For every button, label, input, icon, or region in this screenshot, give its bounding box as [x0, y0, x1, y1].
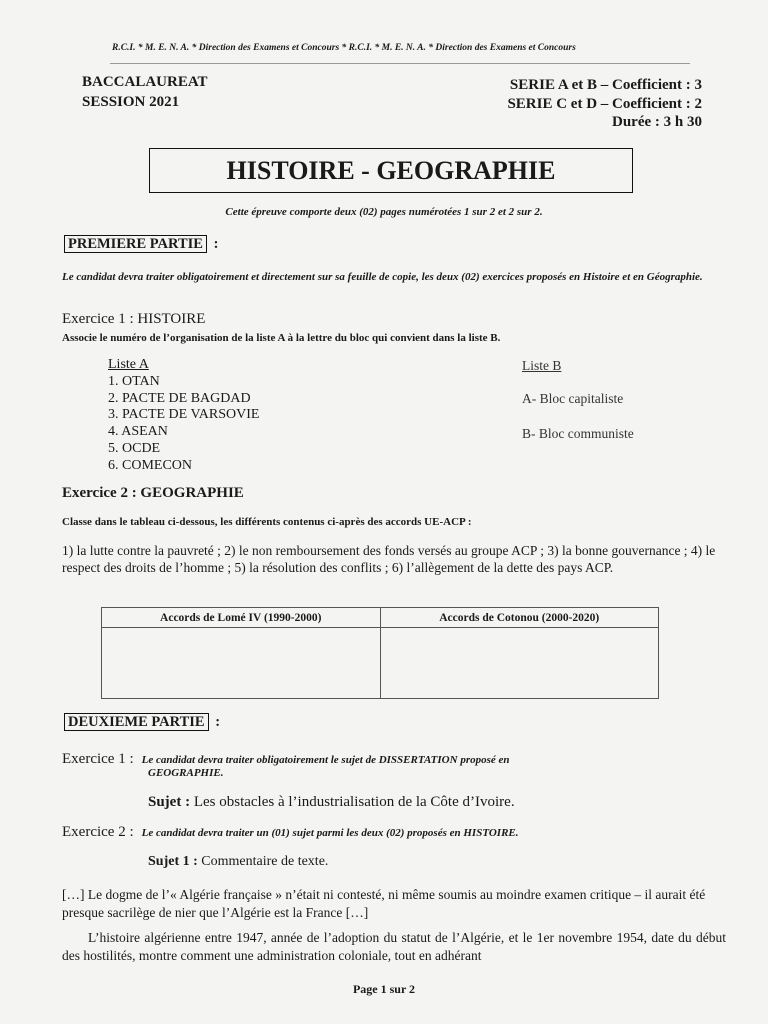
- part2-colon: :: [215, 714, 221, 730]
- list-b-item: B- Bloc communiste: [522, 426, 634, 441]
- ex2-geography-title: Exercice 2 : GEOGRAPHIE: [62, 485, 244, 501]
- exam-session: SESSION 2021: [82, 94, 180, 110]
- exam-title: [149, 148, 633, 193]
- table-cell-lome: [102, 628, 381, 699]
- quote-paragraph-1: […] Le dogme de l’« Algérie française » n’était ni contesté, ni même soumis au moindre examen critique – il aurait été presque sacrilège de nier que l’Algérie est la France […]: [62, 887, 706, 920]
- part2-ex1-instruction-cont: GEOGRAPHIE.: [148, 767, 224, 779]
- part2-ex2-sujet: [148, 854, 328, 870]
- page-footer: Page 1 sur 2: [352, 982, 416, 996]
- table-cell-cotonou: [380, 628, 659, 699]
- header-left: [82, 72, 208, 112]
- table-header-lome: Accords de Lomé IV (1990-2000): [102, 608, 381, 628]
- sujet-text: Les obstacles à l’industrialisation de la Côte d’Ivoire.: [193, 794, 515, 810]
- list-a-item: 1. OTAN: [108, 373, 160, 389]
- part2-ex2-line: [62, 823, 519, 841]
- sujet-label: Sujet :: [148, 794, 191, 810]
- exam-name: BACCALAUREAT: [82, 74, 208, 90]
- sujet1-label: Sujet 1 :: [148, 854, 198, 869]
- part2-label: DEUXIEME PARTIE: [64, 713, 209, 731]
- part2-ex1-sujet: [148, 794, 515, 811]
- part2-ex1-line: [62, 750, 510, 768]
- list-a-item: 2. PACTE DE BAGDAD: [108, 390, 251, 406]
- list-a: [108, 357, 259, 475]
- part2-ex2-instruction: Le candidat devra traiter un (01) sujet parmi les deux (02) proposés en HISTOIRE.: [141, 827, 519, 839]
- list-a-item: 6. COMECON: [108, 457, 193, 473]
- part1-label: PREMIERE PARTIE: [64, 235, 207, 253]
- part2-heading: [64, 714, 220, 731]
- part2-ex2-label: Exercice 2 :: [62, 824, 134, 840]
- header-top-line: R.C.I. * M. E. N. A. * Direction des Examens et Concours * R.C.I. * M. E. N. A. * Direction des Examens et Concours: [112, 43, 576, 53]
- header-right: [507, 76, 702, 132]
- part2-ex1-label: Exercice 1 :: [62, 751, 134, 767]
- list-a-item: 3. PACTE DE VARSOVIE: [108, 407, 260, 423]
- quote-paragraph-2: L’histoire algérienne entre 1947, année de l’adoption du statut de l’Algérie, et le 1er novembre 1954, date du début des hostilités, montre comment une administration coloniale, tout en adhérant: [62, 930, 726, 963]
- sujet1-text: Commentaire de texte.: [201, 854, 329, 869]
- list-a-item: 4. ASEAN: [108, 424, 168, 440]
- pages-note: Cette épreuve comporte deux (02) pages numérotées 1 sur 2 et 2 sur 2.: [225, 206, 543, 218]
- list-b-heading: Liste B: [522, 358, 562, 373]
- part1-colon: :: [213, 236, 219, 252]
- ex1-history-subtitle: Associe le numéro de l’organisation de la liste A à la lettre du bloc qui convient dans la liste B.: [62, 332, 501, 344]
- ex2-items: 1) la lutte contre la pauvreté ; 2) le non remboursement des fonds versés au groupe ACP ; 3) la bonne gouvernance ; 4) le respect des droits de l’homme ; 5) la résolution des conflits ; 6) l’allègement de la dette des pays ACP.: [62, 543, 716, 575]
- part2-ex1-instruction: Le candidat devra traiter obligatoirement le sujet de DISSERTATION proposé en: [141, 754, 510, 766]
- exam-title-text: HISTOIRE - GEOGRAPHIE: [226, 155, 556, 185]
- list-a-heading: Liste A: [108, 357, 149, 372]
- list-b-item: A- Bloc capitaliste: [522, 391, 624, 406]
- list-a-item: 5. OCDE: [108, 440, 161, 456]
- exam-duration: Durée : 3 h 30: [612, 114, 702, 130]
- part1-heading: [64, 236, 218, 253]
- ex1-history-title: Exercice 1 : HISTOIRE: [62, 311, 206, 327]
- part1-instruction: Le candidat devra traiter obligatoirement et directement sur sa feuille de copie, les deux (02) exercices proposés en Histoire et en Géographie.: [62, 271, 703, 283]
- header-rule: [110, 63, 690, 64]
- accords-table: [101, 607, 659, 699]
- table-header-cotonou: Accords de Cotonou (2000-2020): [380, 608, 659, 628]
- ex2-geography-subtitle: Classe dans le tableau ci-dessous, les différents contenus ci-après des accords UE-ACP :: [62, 516, 472, 528]
- series-ab-coefficient: SERIE A et B – Coefficient : 3: [509, 77, 702, 93]
- series-cd-coefficient: SERIE C et D – Coefficient : 2: [507, 95, 702, 112]
